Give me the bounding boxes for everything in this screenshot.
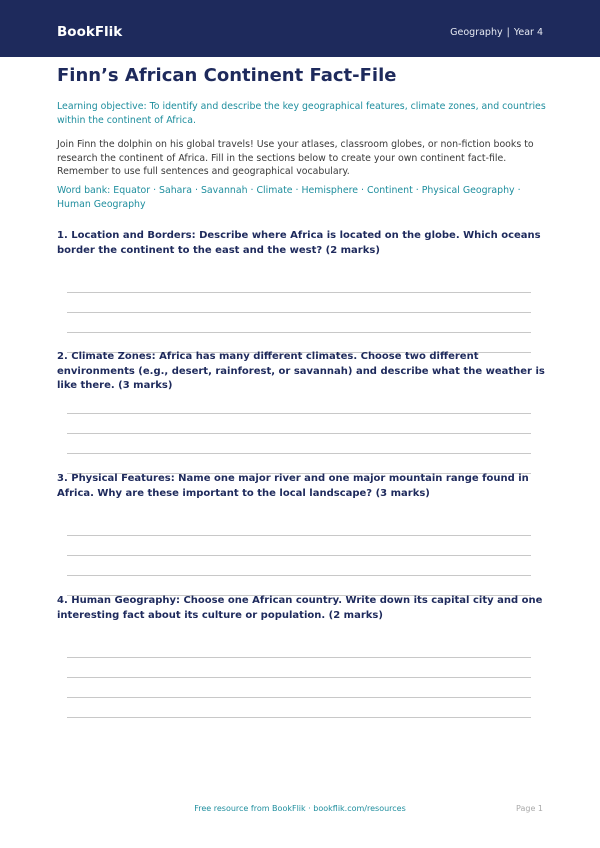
question-1: 1. Location and Borders: Describe where Africa is located on the globe. Which oceans border the continent to the east and the west? (2 marks) — [57, 230, 541, 256]
answer-line-2c[interactable] — [67, 453, 531, 454]
page-number: Page 1 — [516, 804, 543, 813]
page-title: Finn’s African Continent Fact-File — [57, 65, 397, 86]
answer-line-4c[interactable] — [67, 697, 531, 698]
header-meta — [450, 26, 543, 40]
answer-line-1c[interactable] — [67, 332, 531, 333]
word-bank: Word bank: Equator · Sahara · Savannah · Climate · Hemisphere · Continent · Physical Geography · Human Geography — [57, 185, 521, 210]
answer-line-1a[interactable] — [67, 292, 531, 293]
learning-objective: Learning objective: To identify and describe the key geographical features, climate zones, and countries within the continent of Africa. — [57, 101, 546, 126]
intro-paragraph: Join Finn the dolphin on his global travels! Use your atlases, classroom globes, or non-fiction books to research the continent of Africa. Fill in the sections below to create your own continent fact-file. Remember to use full sentences and geographical vocabulary. — [57, 139, 534, 177]
brand-logo-text: BookFlik — [57, 24, 123, 40]
answer-line-3c[interactable] — [67, 575, 531, 576]
answer-line-3a[interactable] — [67, 535, 531, 536]
answer-line-3b[interactable] — [67, 555, 531, 556]
question-4: 4. Human Geography: Choose one African country. Write down its capital city and one interesting fact about its culture or population. (2 marks) — [57, 595, 543, 621]
header-separator: | — [506, 27, 510, 38]
page-header — [0, 0, 600, 57]
answer-line-4b[interactable] — [67, 677, 531, 678]
answer-line-4a[interactable] — [67, 657, 531, 658]
answer-line-2a[interactable] — [67, 413, 531, 414]
question-3: 3. Physical Features: Name one major river and one major mountain range found in Africa. Why are these important to the local landscape? (3 marks) — [57, 473, 529, 499]
subject-label: Geography — [450, 27, 503, 38]
year-label: Year 4 — [513, 27, 543, 38]
footer-text: Free resource from BookFlik · bookflik.com/resources — [194, 804, 406, 813]
answer-line-2b[interactable] — [67, 433, 531, 434]
question-2: 2. Climate Zones: Africa has many different climates. Choose two different environments (e.g., desert, rainforest, or savannah) and describe what the weather is like there. (3 marks) — [57, 351, 545, 391]
answer-line-4d[interactable] — [67, 717, 531, 718]
answer-line-1b[interactable] — [67, 312, 531, 313]
